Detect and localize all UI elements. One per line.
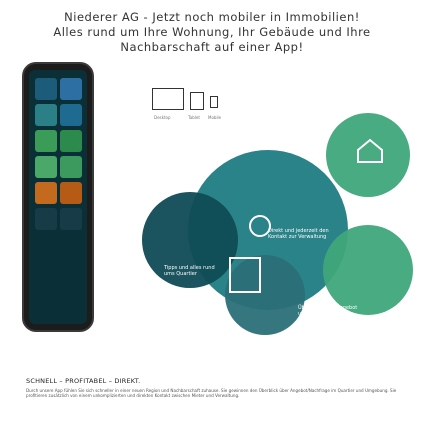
app-tile-4[interactable]: [60, 104, 82, 126]
feature-left-text: Tipps und alles rund ums Quartier: [164, 265, 215, 277]
caption: SCHNELL – PROFITABEL – DIREKT.: [26, 377, 141, 385]
feature-center-text: Direkt und jederzeit den Kontakt zur Verwaltung: [268, 228, 329, 240]
headline-line-1: Niederer AG - Jetzt noch mobiler in Immobilien!: [64, 10, 360, 24]
app-tile-12[interactable]: [60, 208, 82, 230]
app-tile-11[interactable]: [35, 208, 57, 230]
app-tile-5[interactable]: [35, 130, 57, 152]
mobile-icon[interactable]: [210, 96, 218, 108]
app-tile-7[interactable]: [35, 156, 57, 178]
tablet-icon[interactable]: [190, 92, 204, 110]
device-label-desktop: Desktop: [154, 115, 171, 120]
phone-screen: [29, 70, 87, 324]
feature-illustration: [140, 110, 415, 335]
app-tile-3[interactable]: [35, 104, 57, 126]
app-tile-9[interactable]: [35, 182, 57, 204]
phone-mockup: [22, 62, 94, 332]
headline: [0, 10, 424, 55]
device-label-mobile: Mobile: [208, 115, 222, 120]
desktop-icon[interactable]: [152, 88, 184, 110]
app-tile-6[interactable]: [60, 130, 82, 152]
headline-line-2: Alles rund um Ihre Wohnung, Ihr Gebäude und Ihre: [53, 25, 371, 39]
app-tile-10[interactable]: [60, 182, 82, 204]
body-text: Durch unsere App fühlen Sie sich schneller in einer neuen Region und Nachbarschaft zuhause. Sie gewinnen den Überblick über Angebot/Nachfrage im Quartier und Umgebung. Sie profitieren zusätzlich von einem unkomplizierten und direkten Kontakt zwischen Mieter und Verwaltung.: [26, 388, 397, 399]
app-tile-1[interactable]: [35, 78, 57, 100]
app-tile-8[interactable]: [60, 156, 82, 178]
app-tile-2[interactable]: [60, 78, 82, 100]
feature-bottom-text: Überblick über Angebot und Nachfrage: [298, 305, 358, 317]
device-label-tablet: Tablet: [188, 115, 200, 120]
headline-line-3: Nachbarschaft auf einer App!: [120, 40, 304, 54]
